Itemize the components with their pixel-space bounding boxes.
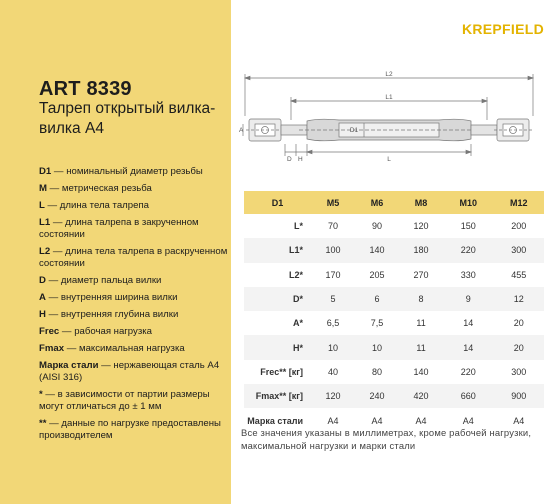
definition-item [39,275,229,287]
table-cell: A4 [371,415,383,426]
table-row [244,238,544,262]
table-cell: 660 [443,384,493,408]
table-cell: 205 [369,269,385,280]
definition-term: D1 [39,166,52,177]
definition-term: * [39,389,43,400]
table-row [244,214,544,238]
table-cell: 150 [460,221,476,232]
definition-text: — длина талрепа в закрученном состоянии [39,217,199,240]
definition-term: L2 [39,246,51,257]
table-cell: 20 [513,318,524,329]
table-cell: 5 [311,287,355,311]
definition-item [39,418,229,442]
table-cell: 8 [399,287,443,311]
row-header-cell: L* [294,221,303,232]
specs-table [244,191,544,433]
definition-item [39,183,229,195]
definition-text: — внутренняя глубина вилки [45,309,179,320]
table-cell: 14 [443,335,493,359]
table-cell: 20 [494,335,545,359]
table-cell: 420 [399,384,443,408]
header-cell: D1 [244,191,311,214]
definition-term: Fmax [39,343,65,354]
table-cell: 180 [399,238,443,262]
header-cell: M12 [494,191,545,214]
table-cell: 220 [460,366,476,377]
definition-term: Frec [39,326,60,337]
table-cell: 200 [511,221,527,232]
table-row [244,311,544,335]
table-cell: 40 [328,366,339,377]
definition-text: — длина тела талрепа в раскрученном состоянии [39,246,228,269]
table-cell: 6 [355,287,399,311]
definition-text: — метрическая резьба [47,183,152,194]
table-cell: 120 [413,221,429,232]
table-row [244,335,544,359]
label-l1: L1 [385,94,393,101]
header-cell: M10 [443,191,493,214]
table-cell: 900 [494,384,545,408]
table-cell: 120 [311,384,355,408]
table-cell: A4 [513,415,525,426]
row-header-cell: D* [244,287,311,311]
definition-item [39,292,229,304]
definition-term: ** [39,418,47,429]
table-cell: 6,5 [326,318,340,329]
table-cell: 10 [355,335,399,359]
info-panel [0,0,231,504]
table-cell: 300 [494,238,545,262]
definition-term: Марка стали [39,360,99,371]
definition-term: H [39,309,46,320]
turnbuckle-drawing [239,68,539,168]
definition-text: — номинальный диаметр резьбы [51,166,203,177]
row-header-cell: Frec** [кг] [260,366,303,377]
table-cell: 11 [416,318,426,329]
label-d1: D1 [349,127,359,134]
specs-header-row [244,191,544,214]
definition-text: — рабочая нагрузка [59,326,152,337]
table-cell: 80 [372,366,383,377]
row-header-cell: Fmax** [кг] [244,384,311,408]
table-row [244,287,544,311]
table-cell: 220 [443,238,493,262]
label-l: L [387,156,391,163]
table-cell: A4 [327,415,339,426]
table-cell: A4 [415,415,427,426]
definition-text: — диаметр пальца вилки [45,275,162,286]
label-l2: L2 [385,71,393,78]
table-cell: 10 [311,335,355,359]
label-a: A [239,127,244,134]
table-cell: 300 [511,366,527,377]
definition-term: L1 [39,217,51,228]
definition-item [39,217,229,241]
definition-item [39,343,229,355]
table-row [244,360,544,384]
definition-term: D [39,275,46,286]
row-header-cell: Марка стали [247,415,303,426]
definition-item [39,389,229,413]
definition-term: M [39,183,47,194]
row-header-cell: L1* [244,238,311,262]
table-cell: 455 [511,269,527,280]
definition-item [39,309,229,321]
definition-text: — в зависимости от партии размеры могут отличаться до ± 1 мм [39,389,210,412]
definition-item [39,166,229,178]
definition-term: L [39,200,45,211]
product-subtitle: Талреп открытый вилка-вилка A4 [39,100,216,137]
table-cell: 12 [494,287,545,311]
brand-logo: KREPFIELD [461,21,544,37]
definition-text: — максимальная нагрузка [64,343,185,354]
row-header-cell: L2* [288,269,303,280]
table-cell: 9 [443,287,493,311]
table-cell: 100 [311,238,355,262]
table-cell: 90 [372,221,383,232]
label-d: D [287,156,292,163]
definition-item [39,200,229,212]
definition-text: — длина тела талрепа [44,200,149,211]
definition-text: — нержавеющая сталь A4 (AISI 316) [39,360,220,383]
header-cell: M6 [355,191,399,214]
table-cell: 7,5 [370,318,384,329]
row-header-cell: A* [292,318,303,329]
table-cell: 270 [413,269,429,280]
table-cell: 140 [413,366,429,377]
table-cell: 140 [355,238,399,262]
table-cell: 14 [463,318,474,329]
units-note: Все значения указаны в миллиметрах, кроме рабочей нагрузки, максимальной нагрузки и марки стали [241,427,532,451]
table-cell: 240 [355,384,399,408]
definitions-list [39,166,229,447]
header-cell: M8 [399,191,443,214]
definition-term: A [39,292,46,303]
label-h: H [298,156,303,163]
table-cell: 11 [399,335,443,359]
table-cell: 170 [325,269,341,280]
table-cell: A4 [462,415,474,426]
header-cell: M5 [311,191,355,214]
table-cell: 330 [460,269,476,280]
row-header-cell: H* [244,335,311,359]
table-cell: 70 [328,221,339,232]
definition-text: — данные по нагрузке предоставлены производителем [39,418,221,441]
table-row [244,384,544,408]
table-row [244,263,544,287]
definition-text: — внутренняя ширина вилки [45,292,178,303]
product-title: ART 8339 [39,78,132,100]
definition-item [39,326,229,338]
definition-item [39,360,229,384]
definition-item [39,246,229,270]
